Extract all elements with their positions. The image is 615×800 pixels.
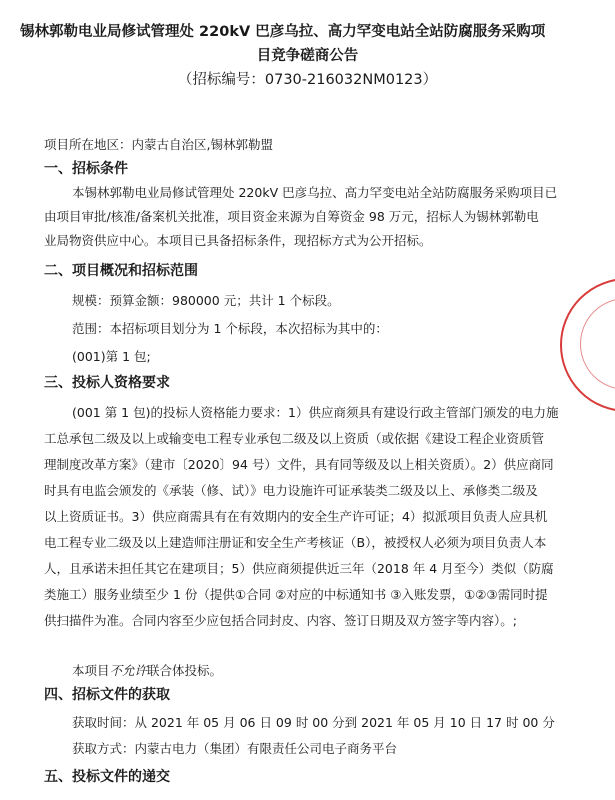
consortium-note bbox=[72, 660, 222, 682]
bid-number: （招标编号：0730-216032NM0123） bbox=[177, 72, 438, 88]
red-seal-stamp bbox=[560, 278, 615, 412]
section4-heading: 四、招标文件的获取 bbox=[44, 687, 170, 703]
section1-line: 本锡林郭勒电业局修试管理处 220kV 巴彦乌拉、高力罕变电站全站防腐服务采购项目已 bbox=[72, 185, 558, 200]
section3-line: 类施工）服务业绩至少 1 份（提供①合同 ②对应的中标通知书 ③入账发票，①②③需同时提 bbox=[44, 587, 548, 602]
section3-line: (001 第 1 包)的投标人资格能力要求：1）供应商须具有建设行政主管部门颁发的电力施 bbox=[72, 405, 559, 420]
section2-lot: (001)第 1 包; bbox=[72, 349, 151, 364]
section3-line: 人，且承诺未担任其它在建项目；5）供应商须提供近三年（2018 年 4 月至今）类似（防腐 bbox=[44, 561, 554, 576]
section4-time: 获取时间：从 2021 年 05 月 06 日 09 时 00 分到 2021 年 05 月 10 日 17 时 00 分 bbox=[72, 715, 555, 730]
consortium-suffix: 联合体投标。 bbox=[147, 663, 223, 678]
section3-heading: 三、投标人资格要求 bbox=[44, 375, 170, 391]
section3-line: 时具有电监会颁发的《承装（修、试）》电力设施许可证承装类二级及以上、承修类二级及 bbox=[44, 483, 538, 498]
section2-scale: 规模：预算金额：980000 元；共计 1 个标段。 bbox=[72, 293, 340, 308]
section1-line: 由项目审批/核准/备案机关批准，项目资金来源为自筹资金 98 万元，招标人为锡林郭勒电 bbox=[44, 209, 539, 224]
section2-scope: 范围：本招标项目划分为 1 个标段，本次招标为其中的： bbox=[72, 321, 388, 336]
section2-heading: 二、项目概况和招标范围 bbox=[44, 263, 198, 279]
section3-line: 工总承包二级及以上或输变电工程专业承包二级及以上资质（或依据《建设工程企业资质管 bbox=[44, 431, 545, 446]
section4-method: 获取方式：内蒙古电力（集团）有限责任公司电子商务平台 bbox=[72, 741, 398, 756]
section5-heading: 五、投标文件的递交 bbox=[44, 769, 170, 785]
section3-line: 供扫描件为准。合同内容至少应包括合同封皮、内容、签订日期及双方签字等内容）。; bbox=[44, 613, 517, 628]
consortium-prefix: 本项目 bbox=[72, 663, 110, 678]
title-line-2: 目竞争磋商公告 bbox=[256, 48, 359, 64]
consortium-emphasis: 不允许 bbox=[109, 663, 148, 678]
section3-line: 电工程专业二级及以上建造师注册证和安全生产考核证（B），被授权人必须为项目负责人本 bbox=[44, 535, 547, 550]
section1-heading: 一、招标条件 bbox=[44, 161, 128, 177]
section1-line: 业局物资供应中心。本项目已具备招标条件，现招标方式为公开招标。 bbox=[44, 233, 432, 248]
red-seal-inner-ring bbox=[580, 298, 615, 390]
section3-line: 理制度改革方案》（建市〔2020〕94 号）文件，具有同等级及以上相关资质）。2）供应商同 bbox=[44, 457, 554, 472]
section3-line: 以上资质证书。3）供应商需具有在有效期内的安全生产许可证；4）拟派项目负责人应具机 bbox=[44, 509, 548, 524]
project-location: 项目所在地区：内蒙古自治区,锡林郭勒盟 bbox=[44, 137, 273, 152]
title-line-1: 锡林郭勒电业局修试管理处 220kV 巴彦乌拉、高力罕变电站全站防腐服务采购项 bbox=[20, 24, 546, 40]
